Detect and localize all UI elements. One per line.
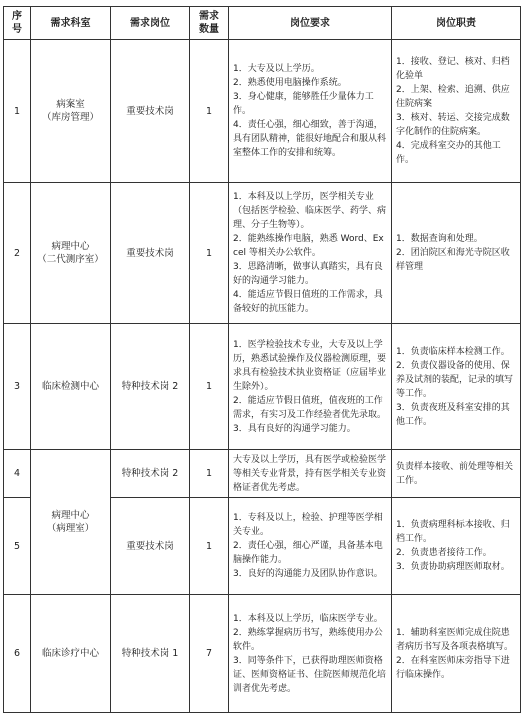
recruitment-table	[3, 6, 521, 713]
table-row	[4, 450, 521, 498]
table-row	[4, 40, 521, 183]
table-row	[4, 595, 521, 713]
row-qty: 1	[190, 183, 229, 324]
row-requirements: 1．大专及以上学历。 2．熟悉使用电脑操作系统。 3．身心健康，能够胜任少量体力工作。 4．责任心强，细心细致，善于沟通，具有团队精神，能很好地配合和服从科室整体工作的安排和统筹。	[229, 40, 392, 183]
row-qty: 7	[190, 595, 229, 713]
row-duties: 负责样本接收、前处理等相关工作。	[392, 450, 521, 498]
row-requirements: 1．本科及以上学历，医学相关专业（包括医学检验、临床医学、药学、病理、分子生物等）。 2．能熟练操作电脑，熟悉 Word、Excel 等相关办公软件。 3．思路清晰，做事认真踏实，具有良好的沟通学习能力。 4．能适应节假日值班的工作需求，具备较好的抗压能力。	[229, 183, 392, 324]
row-qty: 1	[190, 324, 229, 450]
row-duties: 1．接收、登记、核对、归档化验单 2．上架、检索、追溯、供应住院病案 3．核对、转运、交接完成数字化制作的住院病案。 4．完成科室交办的其他工作。	[392, 40, 521, 183]
header-qty: 需求 数量	[190, 7, 229, 40]
header-dept: 需求科室	[31, 7, 111, 40]
row-qty: 1	[190, 450, 229, 498]
row-dept: 临床诊疗中心	[31, 595, 111, 713]
row-seq: 5	[4, 498, 31, 595]
header-seq: 序 号	[4, 7, 31, 40]
row-requirements: 1．专科及以上，检验、护理等医学相关专业。 2．责任心强，细心严谨，具备基本电脑操作能力。 3．良好的沟通能力及团队协作意识。	[229, 498, 392, 595]
row-seq: 1	[4, 40, 31, 183]
row-seq: 4	[4, 450, 31, 498]
row-duties: 1．辅助科室医师完成住院患者病历书写及各项表格填写。 2．在科室医师床旁指导下进行临床操作。	[392, 595, 521, 713]
header-requirements: 岗位要求	[229, 7, 392, 40]
row-seq: 6	[4, 595, 31, 713]
row-dept-merged: 病理中心 （病理室）	[31, 450, 111, 595]
header-post: 需求岗位	[111, 7, 190, 40]
table-row	[4, 324, 521, 450]
row-dept: 临床检测中心	[31, 324, 111, 450]
row-requirements: 1．医学检验技术专业，大专及以上学历，熟悉试验操作及仪器检测原理，要求具有检验技术执业资格证（应届毕业生除外）。 2．能适应节假日值班，值夜班的工作需求，有实习及工作经验者优先录取。 3．具有良好的沟通学习能力。	[229, 324, 392, 450]
table-row	[4, 183, 521, 324]
row-post: 特种技术岗 2	[111, 324, 190, 450]
row-duties: 1．负责病理科标本接收、归档工作。 2．负责患者接待工作。 3．负责协助病理医师取材。	[392, 498, 521, 595]
row-post: 特种技术岗 1	[111, 595, 190, 713]
row-post: 特种技术岗 2	[111, 450, 190, 498]
row-requirements: 大专及以上学历，具有医学或检验医学等相关专业背景，持有医学相关专业资格证者优先考虑。	[229, 450, 392, 498]
row-seq: 3	[4, 324, 31, 450]
row-duties: 1．数据查询和处理。 2．团泊院区和海光寺院区收样管理	[392, 183, 521, 324]
row-requirements: 1．本科及以上学历，临床医学专业。 2．熟练掌握病历书写，熟练使用办公软件。 3．同等条件下，已获得助理医师资格证、医师资格证书、住院医师规范化培训者优先考虑。	[229, 595, 392, 713]
row-seq: 2	[4, 183, 31, 324]
row-qty: 1	[190, 498, 229, 595]
row-qty: 1	[190, 40, 229, 183]
row-post: 重要技术岗	[111, 183, 190, 324]
header-duties: 岗位职责	[392, 7, 521, 40]
row-dept: 病案室 （库房管理）	[31, 40, 111, 183]
row-dept: 病理中心 （二代测序室）	[31, 183, 111, 324]
header-row	[4, 7, 521, 40]
row-post: 重要技术岗	[111, 40, 190, 183]
row-post: 重要技术岗	[111, 498, 190, 595]
row-duties: 1．负责临床样本检测工作。 2．负责仪器设备的使用、保养及试剂的装配，记录的填写等工作。 3．负责夜班及科室安排的其他工作。	[392, 324, 521, 450]
